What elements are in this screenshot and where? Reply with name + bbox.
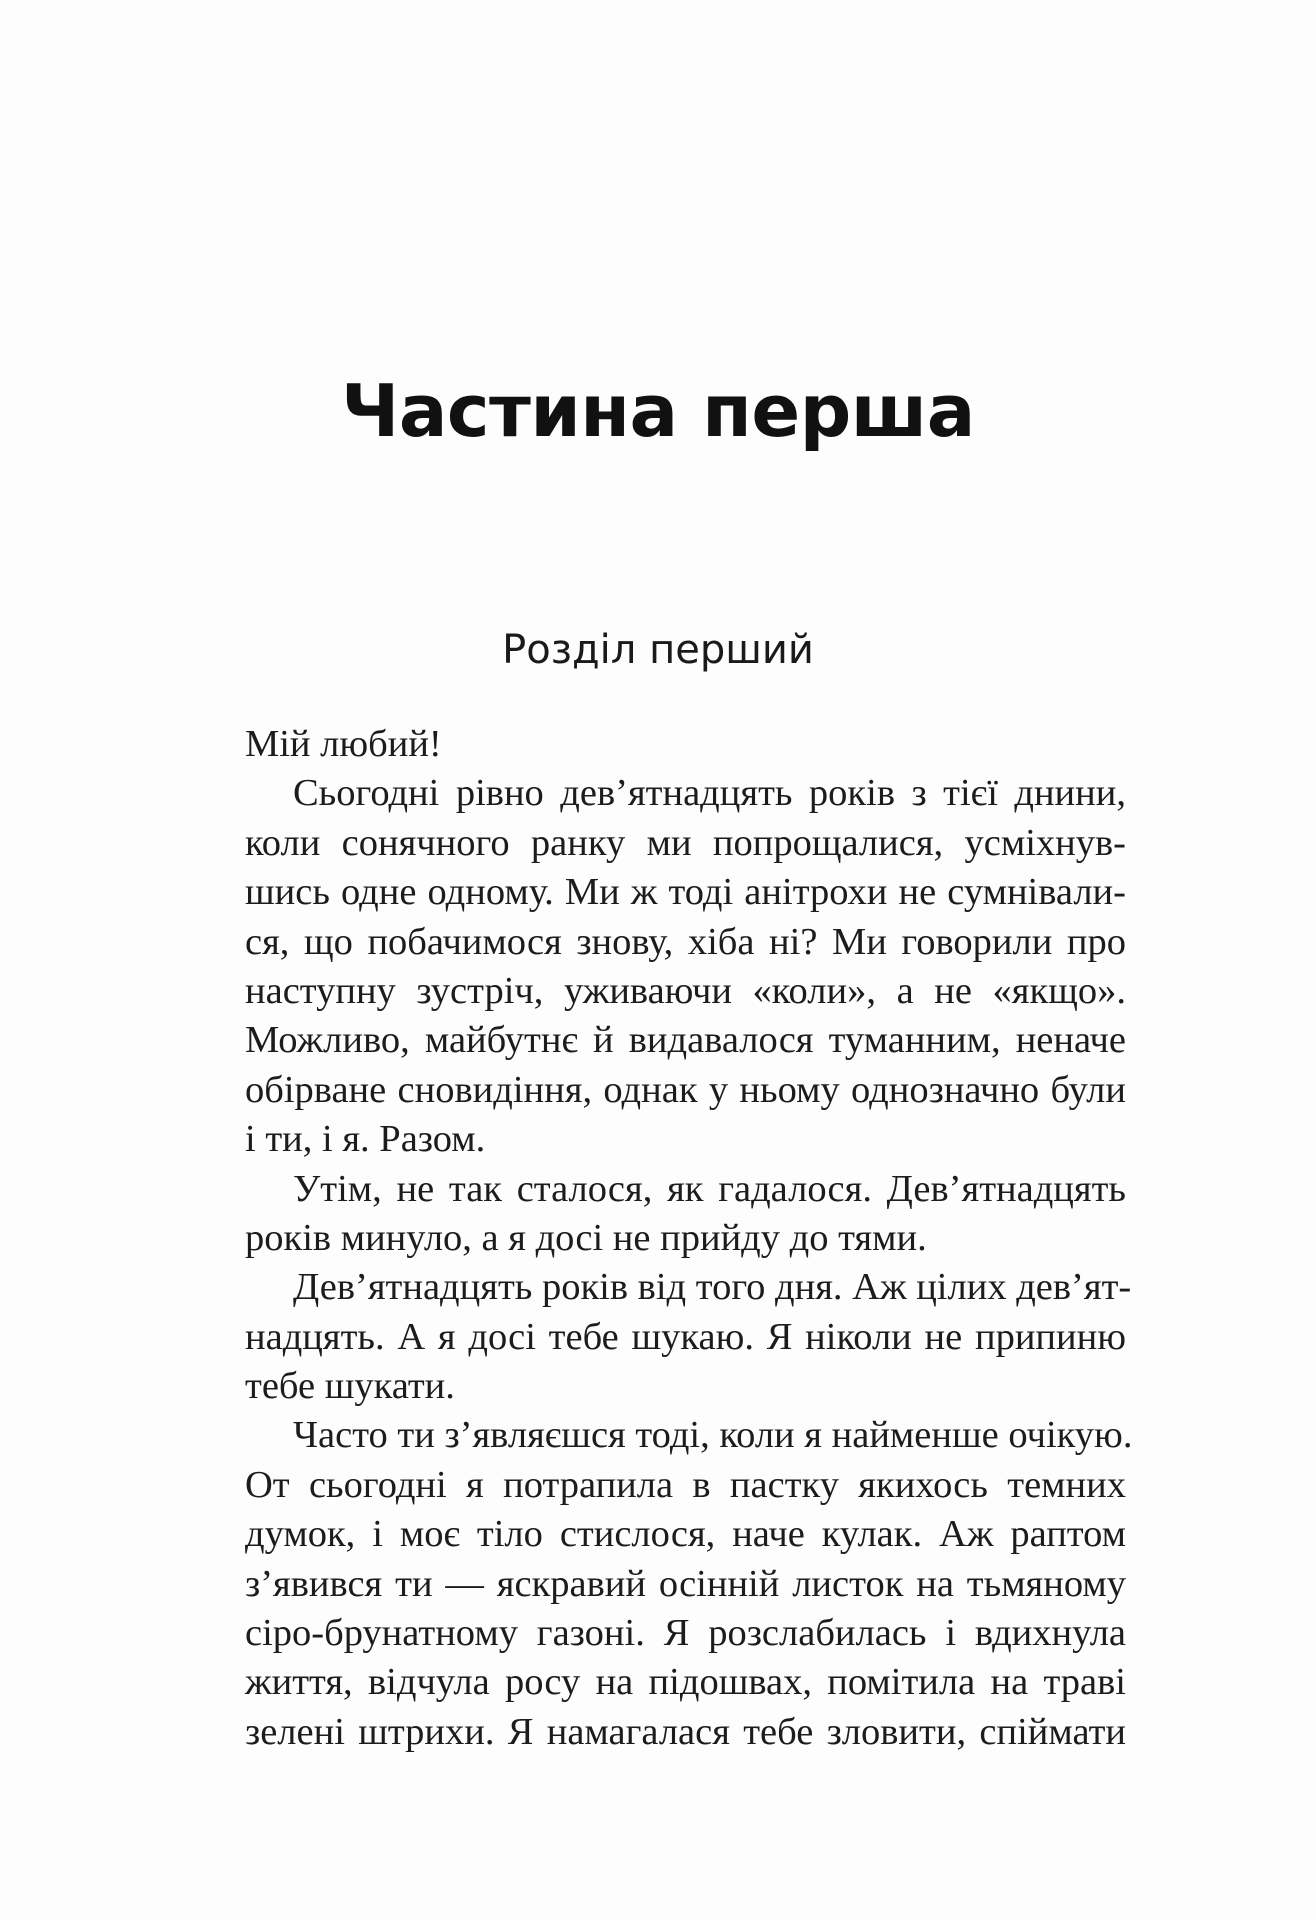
text-line: Дев’ятнадцять років від того дня. Аж цілих дев’ят- [293,1266,1132,1309]
part-title: Частина перша [341,369,975,453]
text-line: і ти, і я. Разом. [245,1118,486,1161]
text-line: з’явився ти — яскравий осінній листок на тьмяному [245,1562,1126,1605]
text-line: життя, відчула росу на підошвах, помітила на траві [245,1661,1126,1704]
text-line: обірване сновидіння, однак у ньому однозначно були [245,1068,1126,1111]
text-line: Сьогодні рівно дев’ятнадцять років з тієї днини, [293,772,1126,815]
text-line: наступну зустріч, уживаючи «коли», а не «якщо». [245,969,1126,1012]
chapter-body-text [245,720,1133,1757]
text-line: коли сонячного ранку ми попрощалися, усміхнув- [245,821,1126,864]
chapter-title: Розділ перший [502,627,814,673]
text-line: ся, що побачимося знову, хіба ні? Ми говорили про [245,920,1126,963]
text-line: шись одне одному. Ми ж тоді анітрохи не сумнівали- [245,871,1126,914]
text-line: думок, і моє тіло стислося, наче кулак. Аж раптом [245,1513,1126,1556]
text-line: сіро-брунатному газоні. Я розслабилась і вдихнула [245,1612,1126,1655]
text-line: Можливо, майбутнє й видавалося туманним, неначе [245,1019,1126,1062]
text-line: Мій любий! [245,723,442,765]
text-line: надцять. А я досі тебе шукаю. Я ніколи не припиню [245,1315,1126,1358]
text-line: Утім, не так сталося, як гадалося. Дев’ятнадцять [293,1167,1126,1210]
text-line: зелені штрихи. Я намагалася тебе зловити, спіймати [245,1710,1126,1753]
text-line: От сьогодні я потрапила в пастку якихось темних [245,1463,1126,1506]
text-line: років минуло, а я досі не прийду до тями. [245,1216,927,1259]
text-line: Часто ти з’являєшся тоді, коли я найменше очікую. [293,1414,1133,1457]
text-line: тебе шукати. [245,1365,455,1408]
